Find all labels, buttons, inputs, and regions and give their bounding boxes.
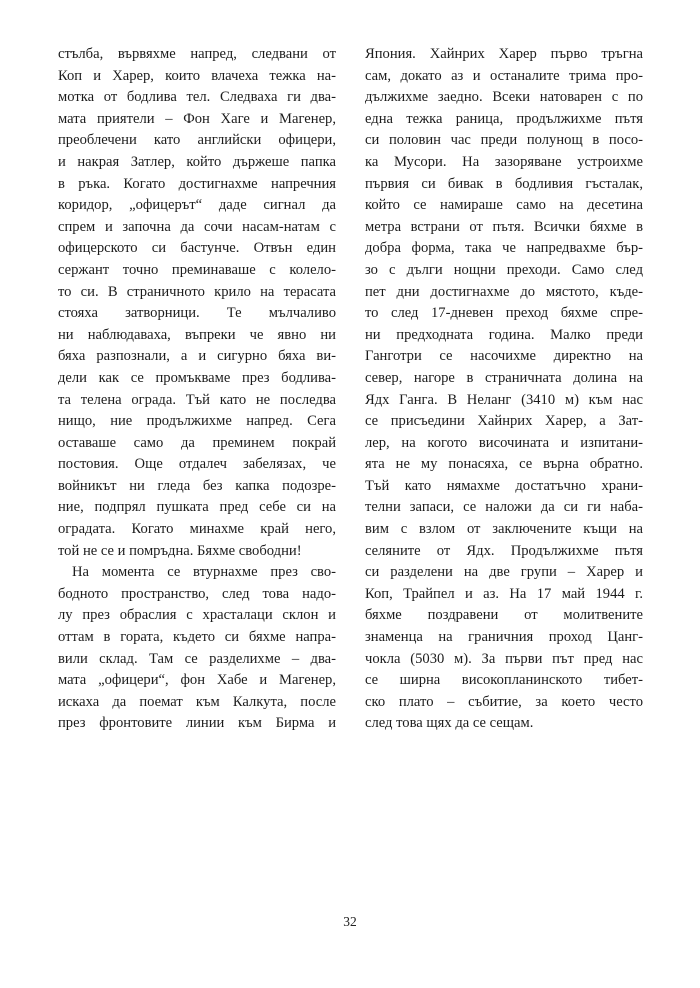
text-line: оставаше само да преминем покрай bbox=[58, 434, 336, 451]
text-line: Тъй като нямахме достатъчно храни- bbox=[365, 477, 643, 494]
text-line: през фронтовите линии към Бирма и bbox=[58, 715, 336, 732]
text-line: Япония. Хайнрих Харер първо тръгна bbox=[365, 46, 643, 62]
right-text-column bbox=[365, 44, 643, 735]
text-line: то след 17-дневен преход бяхме спре- bbox=[365, 305, 643, 322]
text-line: ни наблюдаваха, въпреки че явно ни bbox=[58, 326, 336, 343]
text-line: той не се и помръдна. Бяхме свободни! bbox=[58, 542, 302, 559]
text-line: който се намираше само на десетина bbox=[365, 197, 643, 214]
text-line: спрем и започна да сочи насам-натам с bbox=[58, 218, 336, 235]
text-line: офицерското си бастунче. Отвън един bbox=[58, 240, 336, 257]
text-line: стояха затворници. Те мълчаливо bbox=[58, 305, 336, 322]
text-line: мата „офицери“, фон Хабе и Магенер, bbox=[58, 672, 336, 689]
text-line: сам, докато аз и останалите трима про- bbox=[365, 67, 643, 84]
text-line: се ширна високопланинското тибет- bbox=[365, 672, 643, 689]
text-line: дължихме заедно. Всеки натоварен с по bbox=[365, 89, 643, 106]
text-line: На момента се втурнахме през сво- bbox=[72, 564, 336, 581]
text-line: зо с дълги нощни преходи. Само след bbox=[365, 261, 643, 278]
text-line: дели как се промъкваме през бодлива- bbox=[58, 369, 336, 386]
text-line: искаха да поемат към Калкута, после bbox=[58, 693, 336, 710]
text-line: войникът ни гледа без капка подозре- bbox=[58, 477, 336, 494]
text-line: вили склад. Там се разделихме – два- bbox=[58, 650, 336, 667]
page-number: 32 bbox=[343, 914, 357, 929]
text-line: постовия. Още отдалеч забелязах, че bbox=[58, 456, 336, 473]
text-line: си половин час преди полунощ в посо- bbox=[365, 132, 643, 149]
text-line: Ядх Ганга. В Неланг (3410 м) към нас bbox=[365, 391, 643, 408]
text-line: преоблечени като английски офицери, bbox=[58, 132, 336, 149]
text-line: лу през обраслия с храсталаци склон и bbox=[58, 607, 336, 624]
text-line: нищо, ние продължихме напред. Сега bbox=[58, 413, 336, 430]
text-line: и накрая Затлер, който държеше папка bbox=[58, 153, 336, 170]
text-line: лер, на когото височината и изпитани- bbox=[365, 434, 643, 451]
text-line: в ръка. Когато достигнахме напречния bbox=[58, 175, 336, 192]
text-line: бодното пространство, след това надо- bbox=[58, 585, 336, 602]
text-line: ско плато – събитие, за което често bbox=[365, 693, 643, 710]
text-line: се присъедини Хайнрих Харер, а Зат- bbox=[365, 413, 643, 430]
text-line: мата приятели – Фон Хаге и Магенер, bbox=[58, 110, 336, 127]
text-line: добра форма, така че напредвахме бър- bbox=[365, 240, 643, 257]
text-line: чокла (5030 м). За първи път пред нас bbox=[365, 650, 643, 667]
text-line: сержант точно преминаваше с колело- bbox=[58, 261, 336, 278]
text-line: една тежка раница, продължихме пътя bbox=[365, 110, 643, 127]
text-line: мотка от бодлива тел. Следваха ги два- bbox=[58, 89, 336, 106]
text-line: та телена ограда. Тъй като не последва bbox=[58, 391, 336, 408]
text-line: Коп и Харер, които влачеха тежка на- bbox=[58, 67, 336, 84]
text-line: след това щях да се сещам. bbox=[365, 715, 534, 732]
text-line: то си. В страничното крило на терасата bbox=[58, 283, 336, 300]
text-line: пет дни достигнахме до мястото, къде- bbox=[365, 283, 643, 300]
text-line: бяха разпознали, а и сигурно бяха ви- bbox=[58, 348, 336, 365]
text-line: стълба, вървяхме напред, следвани от bbox=[58, 46, 336, 62]
text-line: телни запаси, се наложи да си ги наба- bbox=[365, 499, 643, 516]
text-line: ка Мусори. На зазоряване устроихме bbox=[365, 153, 643, 170]
text-line: вим с взлом от заключените къщи на bbox=[365, 521, 643, 538]
text-line: метра встрани от пътя. Всички бяхме в bbox=[365, 218, 643, 235]
text-line: Коп, Трайпел и аз. На 17 май 1944 г. bbox=[365, 585, 643, 602]
text-line: оградата. Когато минахме край него, bbox=[58, 521, 336, 538]
text-line: селяните от Ядх. Продължихме пътя bbox=[365, 542, 643, 559]
text-line: знаменца на граничния проход Цанг- bbox=[365, 629, 643, 646]
text-line: север, нагоре в страничната долина на bbox=[365, 369, 643, 386]
text-line: оттам в гората, където си бяхме напра- bbox=[58, 629, 336, 646]
text-line: първия си бивак в бодливия гъсталак, bbox=[365, 175, 643, 192]
text-line: си разделени на две групи – Харер и bbox=[365, 564, 643, 581]
left-text-column bbox=[58, 44, 336, 735]
text-line: ни предходната година. Малко преди bbox=[365, 326, 643, 343]
text-line: бяхме поздравени от молитвените bbox=[365, 607, 643, 624]
text-line: Ганготри се насочихме директно на bbox=[365, 348, 643, 365]
text-line: ние, подпрял пушката пред себе си на bbox=[58, 499, 336, 516]
text-line: коридор, „офицерът“ даде сигнал да bbox=[58, 197, 336, 214]
text-line: ята не му понасяха, се върна обратно. bbox=[365, 456, 643, 473]
